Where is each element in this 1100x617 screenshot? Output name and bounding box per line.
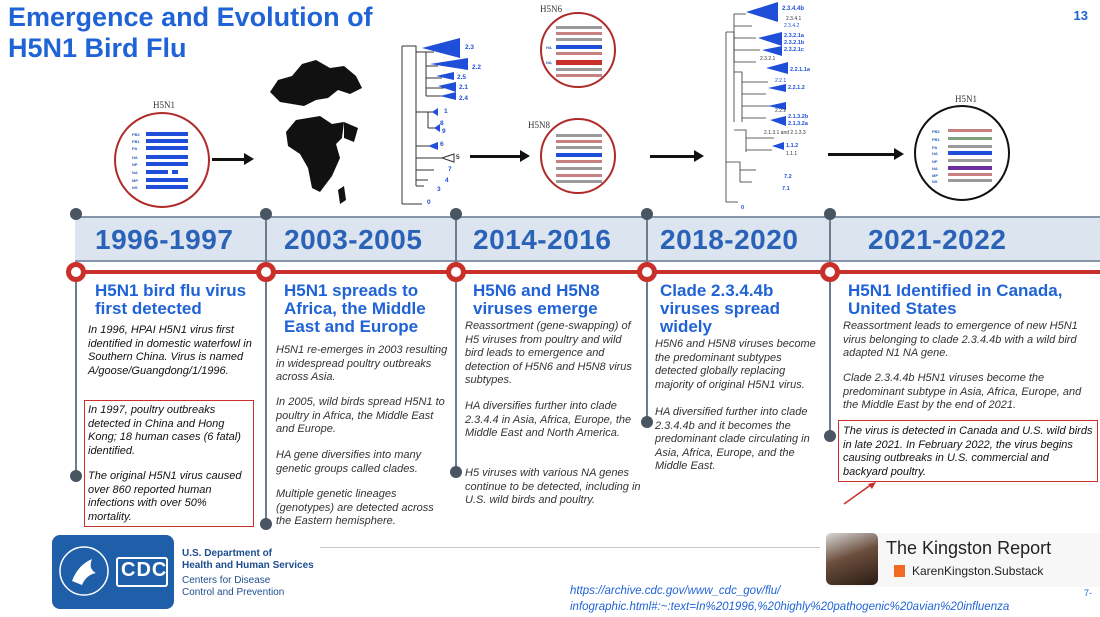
source-link[interactable]: infographic.html#:~:text=In%201996,%20highly%20pathogenic%20avian%20influenza <box>570 601 1010 613</box>
tree-a-label: 2.5 <box>457 74 467 81</box>
seg-label: HA <box>132 155 138 160</box>
col2-para: H5N1 re-emerges in 2003 resulting in widespread poultry outbreaks across Asia. <box>276 344 448 383</box>
tree-b-label: 2.1.3.1 and 2.1.3.3 <box>764 130 806 136</box>
substack-icon <box>894 565 905 577</box>
tree-b-label: 2.3.2.1a <box>784 33 804 39</box>
cdc-logo-text: CDC <box>121 559 168 581</box>
tree-b-label: 2.1.3.2b <box>788 114 809 120</box>
seg-label: NA <box>932 166 938 171</box>
seg-label: NS <box>932 179 938 184</box>
tree-a-label: 0 <box>427 199 431 206</box>
h5n1-gene-circle <box>114 112 210 208</box>
col2-heading: H5N1 spreads to Africa, the Middle East and Europe <box>284 281 426 336</box>
avatar <box>826 533 878 585</box>
h5n1-label: H5N1 <box>153 100 175 110</box>
tree-a-label: 3 <box>437 186 441 193</box>
tree-b-label: 1.1.2 <box>786 143 799 149</box>
h5n6-gene-circle <box>540 12 616 88</box>
col1-para: In 1996, HPAI H5N1 virus first identified in domestic waterfowl in Southern China. Virus is named A/goose/Guangdong/1/1996. <box>88 324 252 377</box>
col4-para: H5N6 and H5N8 viruses become the predominant subtypes detected globally replacing majority of original H5N1 virus. <box>655 338 816 391</box>
tree-b-label: 2.1.3.2a <box>788 121 808 127</box>
col1-para: The original H5N1 virus caused over 860 reported human infections with over 50% mortality. <box>88 470 242 523</box>
arrow-4 <box>828 153 896 156</box>
tree-b-label: 1.1.1 <box>786 151 798 157</box>
tree-b-label: 2.2.2 <box>775 108 787 114</box>
tree-b-label: 2.3.4.2 <box>784 23 800 29</box>
col5-para: Clade 2.3.4.4b H5N1 viruses become the predominant subtype in Asia, Africa, Europe, and the Middle East by the end of 2021. <box>843 372 1082 411</box>
seg-label: PB2 <box>932 129 940 134</box>
tree-b-label: 0 <box>741 205 745 211</box>
page-number: 13 <box>1073 8 1088 23</box>
tree-b-label: 2.3.2.1b <box>784 40 805 46</box>
year-label: 2003-2005 <box>284 224 423 255</box>
col5-para: The virus is detected in Canada and U.S. wild birds in late 2021. In February 2022, the virus begins causing outbreaks in U.S. commercial and backyard poultry. <box>843 425 1093 478</box>
seg-label: NP <box>932 159 938 164</box>
tree-a-label: 2.3 <box>465 44 475 51</box>
arrow-3 <box>650 155 696 158</box>
seg-label: MP <box>932 173 938 178</box>
year-label: 2018-2020 <box>660 224 799 255</box>
col3-para: H5 viruses with various NA genes continue to be detected, including in U.S. wild birds and poultry. <box>465 467 641 506</box>
kingston-subtitle: KarenKingston.Substack <box>912 564 1044 578</box>
seg-label: PB1 <box>932 137 940 142</box>
hhs-eagle-icon <box>58 545 110 597</box>
pointer-arrow-icon <box>840 480 880 506</box>
kingston-title: The Kingston Report <box>886 538 1052 558</box>
h5n6-label: H5N6 <box>540 4 562 14</box>
source-link[interactable]: https://archive.cdc.gov/www_cdc_gov/flu/ <box>570 585 781 597</box>
seg-label: PA <box>132 146 138 151</box>
timeline-red-line <box>75 270 1100 274</box>
year-label: 2021-2022 <box>868 224 1007 255</box>
col5-para: Reassortment leads to emergence of new H5N1 virus belonging to clade 2.3.4.4b with a wild bird adapted N1 NA gene. <box>843 320 1078 359</box>
tree-a-label: 5 <box>456 154 460 161</box>
timeline-marker <box>820 262 840 282</box>
tree-a-label: 7 <box>448 166 452 173</box>
tree-b-label: 2.3.2.1 <box>760 56 776 62</box>
col4-heading: Clade 2.3.4.4b viruses spread widely <box>660 281 781 336</box>
tree-b-label: 7.1 <box>782 186 790 192</box>
col3-para: Reassortment (gene-swapping) of H5 viruses from poultry and wild bird leads to emergence and detection of H5N6 and H5N8 virus subtypes. <box>465 320 632 386</box>
h5n8-label: H5N8 <box>528 120 550 130</box>
phylogenetic-tree-a-icon <box>398 36 490 210</box>
timeline-marker <box>637 262 657 282</box>
timeline-marker <box>256 262 276 282</box>
tree-a-label: 2.2 <box>472 64 482 71</box>
timeline-marker <box>446 262 466 282</box>
tree-b-label: 2.2.1 <box>775 78 787 84</box>
h5n1-end-gene-circle <box>914 105 1010 201</box>
seg-label: NA <box>546 60 552 65</box>
page-title: Emergence and Evolution of H5N1 Bird Flu <box>8 2 373 63</box>
seg-label: HA <box>932 151 938 156</box>
agency-line: Control and Prevention <box>182 587 285 598</box>
tree-a-label: 4 <box>445 177 449 184</box>
agency-line: U.S. Department of <box>182 548 273 559</box>
h5n1-end-label: H5N1 <box>955 94 977 104</box>
timeline-marker <box>66 262 86 282</box>
arrow-2 <box>470 155 522 158</box>
tree-a-label: 2.4 <box>459 95 469 102</box>
tree-a-label: 9 <box>442 128 446 135</box>
trailing-mark: 7- <box>1084 588 1093 598</box>
footer-divider <box>320 547 820 548</box>
world-map-icon <box>258 50 368 212</box>
col1-heading: H5N1 bird flu virus first detected <box>95 281 247 318</box>
year-label: 1996-1997 <box>95 224 234 255</box>
col1-para: In 1997, poultry outbreaks detected in China and Hong Kong; 18 human cases (6 fatal) identified. <box>88 404 241 457</box>
tree-b-label: 7.2 <box>784 174 792 180</box>
seg-label: MP <box>132 178 138 183</box>
col2-para: Multiple genetic lineages (genotypes) are detected across the Eastern hemisphere. <box>276 488 434 527</box>
col5-heading: H5N1 Identified in Canada, United States <box>848 281 1063 318</box>
col3-para: HA diversifies further into clade 2.3.4.4 in Asia, Africa, Europe, the Middle East and North America. <box>465 400 632 439</box>
year-label: 2014-2016 <box>473 224 612 255</box>
seg-label: PB2 <box>132 132 140 137</box>
agency-line: Centers for Disease <box>182 575 271 586</box>
col3-heading: H5N6 and H5N8 viruses emerge <box>473 281 600 318</box>
tree-b-label: 2.3.4.4b <box>782 6 805 12</box>
tree-a-label: 8 <box>440 120 444 127</box>
seg-label: NA <box>132 170 138 175</box>
seg-label: PA <box>932 145 938 150</box>
seg-label: HA <box>546 45 552 50</box>
seg-label: NP <box>132 162 138 167</box>
hhs-cdc-logo <box>52 535 174 609</box>
arrow-1 <box>212 158 246 161</box>
agency-line: Health and Human Services <box>182 560 314 571</box>
seg-label: PB1 <box>132 139 140 144</box>
col2-para: HA gene diversifies into many genetic groups called clades. <box>276 449 422 475</box>
col4-para: HA diversified further into clade 2.3.4.4b and it becomes the predominant clade circulating in Asia, Africa, Europe, and the Middle East. <box>655 406 810 472</box>
tree-b-label: 2.2.1.2 <box>788 85 805 91</box>
tree-b-label: 2.3.4.1 <box>786 16 802 22</box>
tree-a-label: 2.1 <box>459 84 469 91</box>
seg-label: NS <box>132 185 138 190</box>
tree-a-label: 1 <box>444 108 448 115</box>
h5n8-gene-circle <box>540 118 616 194</box>
col2-para: In 2005, wild birds spread H5N1 to poultry in Africa, the Middle East and Europe. <box>276 396 445 435</box>
tree-a-label: 6 <box>440 141 444 148</box>
tree-b-label: 2.2.1.1a <box>790 67 810 73</box>
tree-b-label: 2.3.2.1c <box>784 47 804 53</box>
